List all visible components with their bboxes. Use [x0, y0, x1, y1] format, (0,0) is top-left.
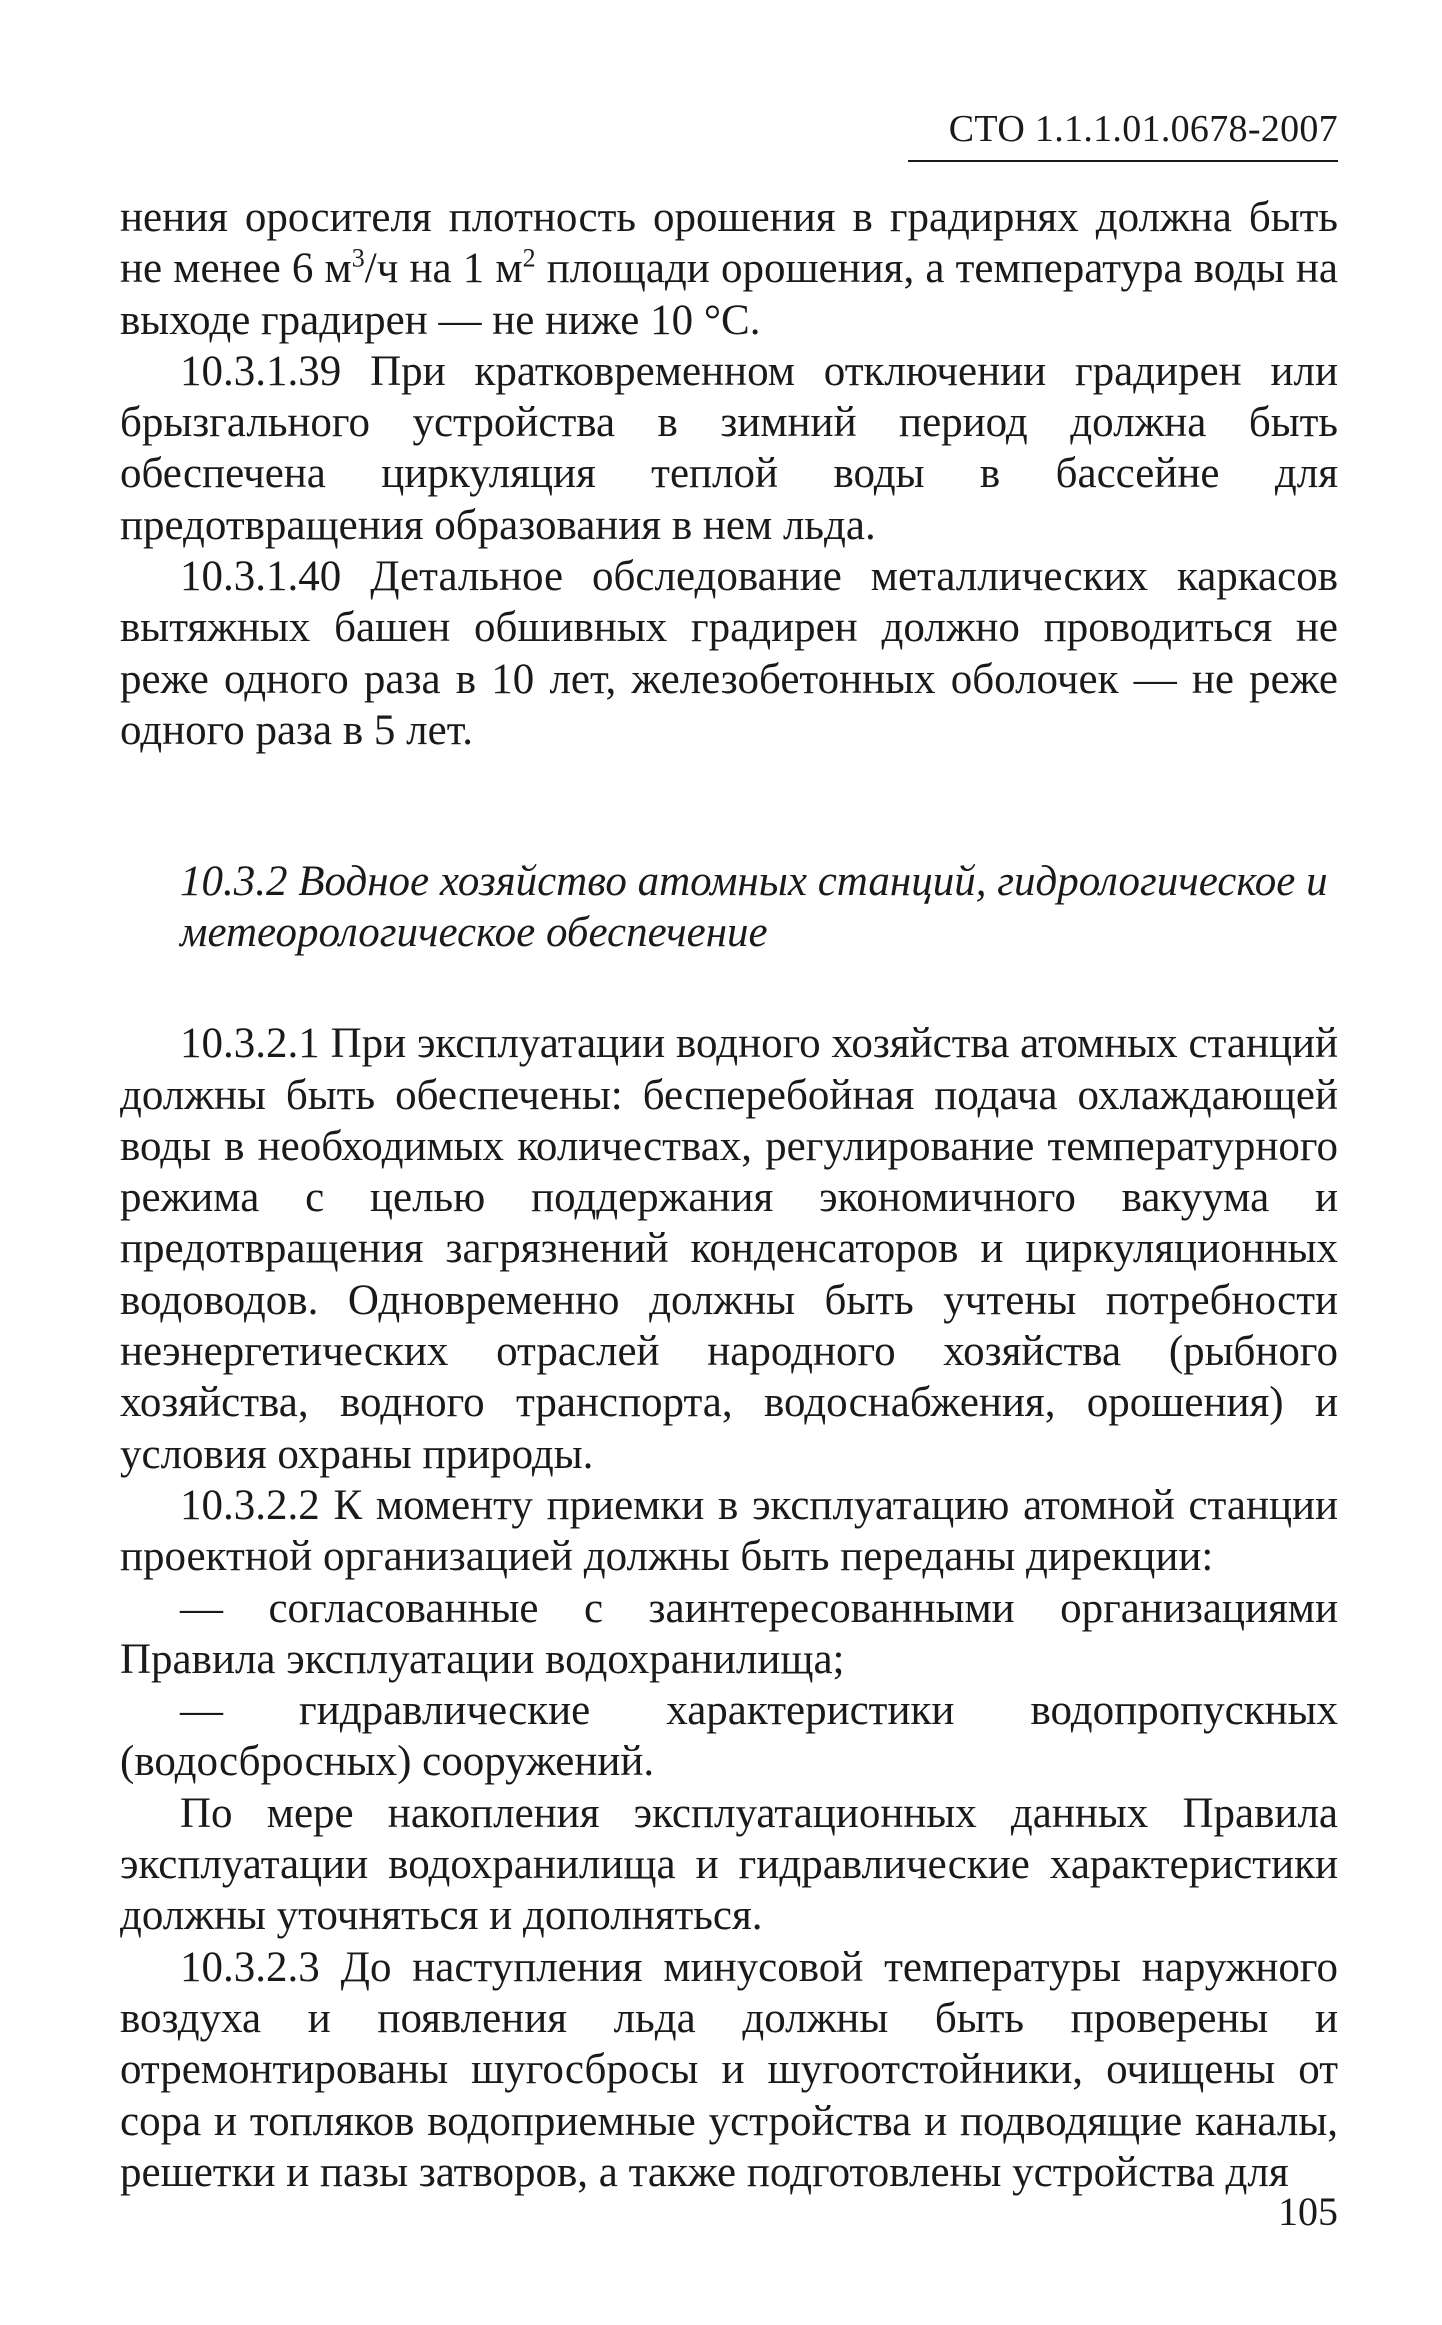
paragraph: По мере накопления эксплуатационных данных Правила эксплуатации водохранилища и гидравлические характеристики должны уточняться и дополняться.	[120, 1789, 1338, 1940]
clause-10-3-2-2: 10.3.2.2 К моменту приемки в эксплуатацию атомной станции проектной организацией должны быть переданы дирекции:	[120, 1481, 1338, 1581]
list-item: — согласованные с заинтересованными организациями Правила эксплуатации водохранилища;	[120, 1584, 1338, 1683]
clause-10-3-2-3: 10.3.2.3 До наступления минусовой температуры наружного воздуха и появления льда должны быть проверены и отремонтированы шугосбросы и шугоотстойники, очищены от сора и топляков водоприемные устройства и подводящие каналы, решетки и пазы затворов, а также подготовлены устройства для	[120, 1943, 1338, 2196]
clause-10-3-2-1: 10.3.2.1 При эксплуатации водного хозяйства атомных станций должны быть обеспечены: бесперебойная подача охлаждающей воды в необходимых количествах, регулирование температурного режима с целью поддержания экономичного вакуума и предотвращения загрязнений конденсаторов и циркуляционных водоводов. Одновременно должны быть учтены потребности неэнергетических отраслей народного хозяйства (рыбного хозяйства, водного транспорта, водоснабжения, орошения) и условия охраны природы.	[120, 1020, 1338, 1478]
section-heading: 10.3.2 Водное хозяйство атомных станций, гидрологическое и метеорологическое обеспечение	[180, 858, 1328, 957]
list-item: — гидравлические характеристики водопропускных (водосбросных) сооружений.	[120, 1687, 1338, 1786]
page-body	[120, 192, 1338, 2198]
clause-10-3-1-40: 10.3.1.40 Детальное обследование металлических каркасов вытяжных башен обшивных градирен должно проводиться не реже одного раза в 10 лет, железобетонных оболочек — не реже одного раза в 5 лет.	[120, 553, 1338, 754]
paragraph-text: нения оросителя плотность орошения в градирнях должна быть не менее 6 м	[120, 194, 1338, 293]
clause-10-3-1-39: 10.3.1.39 При кратковременном отключении градирен или брызгального устройства в зимний период должна быть обеспечена циркуляция теплой воды в бассейне для предотвращения образования в нем льда.	[120, 347, 1338, 549]
document-code: СТО 1.1.1.01.0678-2007	[948, 108, 1338, 150]
paragraph-continuation	[120, 192, 1338, 346]
running-header	[908, 110, 1338, 148]
header-rule	[908, 160, 1338, 162]
paragraph-text: /ч на 1 м	[364, 245, 523, 293]
superscript: 2	[522, 243, 536, 273]
paragraph-text: площади орошения, а температура воды на выходе градирен — не ниже 10 °С.	[120, 245, 1338, 344]
page-number: 105	[1278, 2189, 1338, 2234]
superscript: 3	[351, 243, 365, 273]
